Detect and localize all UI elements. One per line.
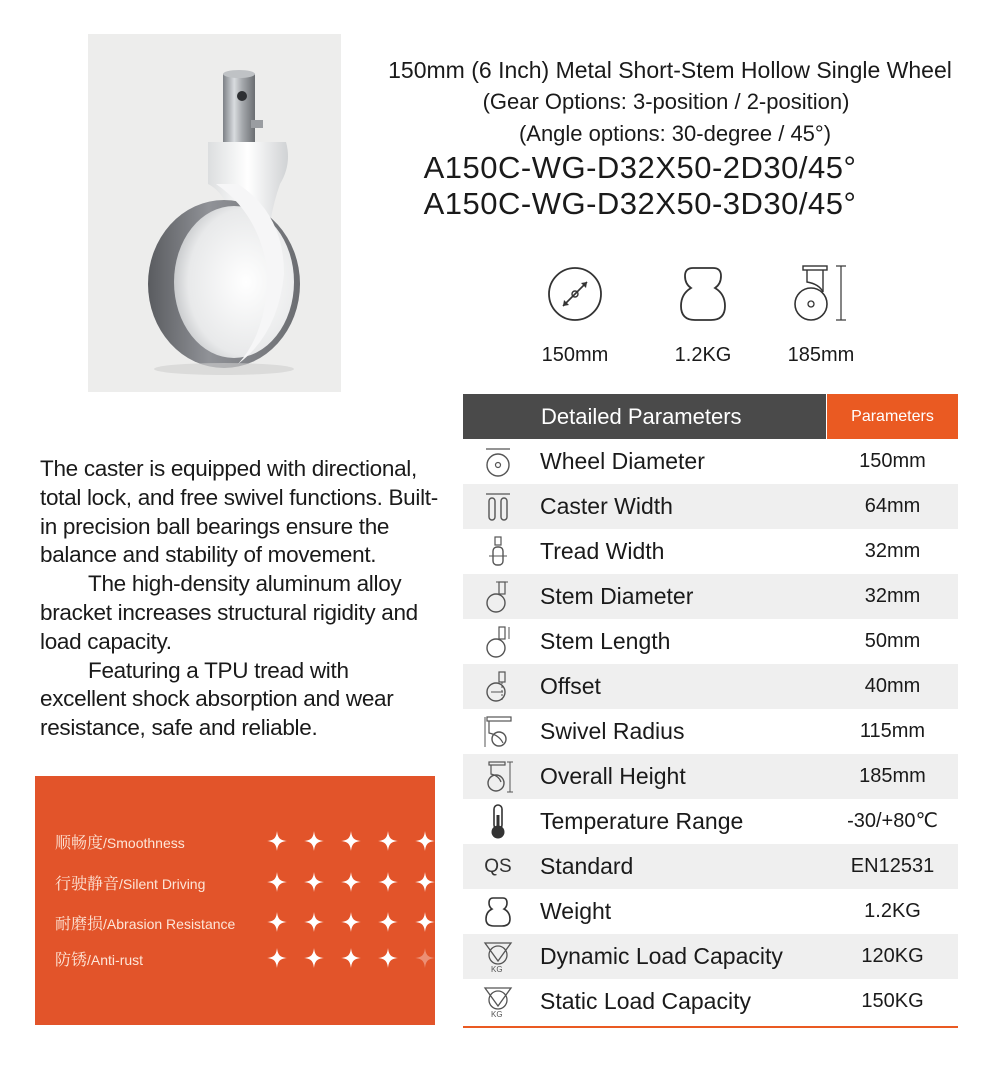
model-number-2: A150C-WG-D32X50-3D30/45°: [423, 186, 857, 221]
rating-row-abrasion-resistance: [55, 910, 425, 934]
table-row: [463, 979, 958, 1024]
star-filled-icon: [258, 829, 295, 853]
overall-height-icon: [789, 262, 853, 326]
table-row: [463, 529, 958, 574]
table-row: [463, 934, 958, 979]
row-label: Stem Diameter: [540, 583, 694, 609]
table-row: [463, 799, 958, 844]
row-value: -30/+80℃: [847, 810, 938, 832]
star-filled-icon: [369, 829, 406, 853]
star-filled-icon: [332, 946, 369, 970]
rating-label-en: /Silent Driving: [119, 875, 206, 892]
rating-label-en: /Smoothness: [103, 834, 185, 851]
row-value: 32mm: [864, 540, 921, 562]
row-value: 40mm: [864, 675, 921, 697]
star-filled-icon: [258, 910, 295, 934]
row-value: 64mm: [864, 495, 921, 517]
star-filled-icon: [332, 829, 369, 853]
kg-label: KG: [491, 1010, 503, 1019]
qs-label: QS: [484, 855, 512, 877]
rating-label: [55, 947, 143, 970]
rating-stars: [258, 829, 443, 853]
table-bottom-rule: [463, 1026, 958, 1028]
spec-value-weight: 1.2KG: [674, 344, 732, 366]
kg-label: KG: [491, 965, 503, 974]
overall-height-icon: [463, 754, 533, 799]
key-specs: [520, 262, 880, 372]
row-value: EN12531: [850, 855, 935, 877]
offset-icon: [463, 664, 533, 709]
row-label: Swivel Radius: [540, 718, 685, 744]
rating-label-en: /Anti-rust: [87, 951, 144, 968]
table-header-parameters: Parameters: [827, 394, 958, 439]
table-row: [463, 619, 958, 664]
spec-value-overall-height: 185mm: [787, 344, 855, 366]
weight-icon: [673, 262, 733, 326]
caster-width-icon: [463, 484, 533, 529]
rating-label-cn: 行驶静音: [55, 875, 120, 893]
table-row: [463, 574, 958, 619]
rating-label: [55, 830, 185, 853]
star-filled-icon: [406, 870, 443, 894]
table-row: [463, 484, 958, 529]
row-value: 115mm: [859, 720, 926, 742]
star-filled-icon: [295, 870, 332, 894]
rating-label-cn: 耐磨损: [55, 915, 104, 933]
table-header: [463, 394, 958, 439]
wheel-diameter-icon: [463, 439, 533, 484]
description-paragraph-1: The caster is equipped with directional, total lock, and free swivel functions. Built-in precision ball bearings ensure the balance and stability of movement.: [40, 456, 438, 568]
static-load-icon: [463, 979, 533, 1024]
row-value: 50mm: [864, 630, 921, 652]
spec-wheel-diameter: [520, 262, 630, 367]
star-filled-icon: [369, 946, 406, 970]
description-paragraph-3: Featuring a TPU tread with excellent shock absorption and wear resistance, safe and reliable.: [40, 657, 394, 741]
table-row: [463, 844, 958, 889]
table-row: [463, 754, 958, 799]
tread-width-icon: [463, 529, 533, 574]
model-number-1: A150C-WG-D32X50-2D30/45°: [423, 150, 857, 185]
star-filled-icon: [406, 910, 443, 934]
row-label: Stem Length: [540, 628, 671, 654]
table-row: [463, 889, 958, 934]
parameters-table: [463, 394, 958, 1028]
thermometer-icon: [463, 799, 533, 844]
star-filled-icon: [369, 870, 406, 894]
row-value: 1.2KG: [864, 900, 921, 922]
row-label: Offset: [540, 673, 601, 699]
row-value: 120KG: [861, 945, 924, 967]
rating-label: [55, 911, 235, 934]
row-value: 185mm: [859, 765, 926, 787]
performance-rating-panel: [35, 776, 435, 1025]
spec-overall-height: [766, 262, 876, 367]
product-title: [360, 54, 980, 222]
star-filled-icon: [406, 829, 443, 853]
star-filled-icon: [258, 946, 295, 970]
swivel-radius-icon: [463, 709, 533, 754]
table-body: [463, 439, 958, 1024]
spec-value-wheel-diameter: 150mm: [541, 344, 609, 366]
rating-label-cn: 防锈: [55, 951, 88, 969]
table-row: [463, 709, 958, 754]
star-filled-icon: [332, 870, 369, 894]
rating-label: [55, 871, 205, 894]
star-filled-icon: [332, 910, 369, 934]
row-label: Tread Width: [540, 538, 665, 564]
rating-stars: [258, 910, 443, 934]
stem-length-icon: [463, 619, 533, 664]
stem-diameter-icon: [463, 574, 533, 619]
row-value: 150KG: [861, 990, 924, 1012]
row-label: Temperature Range: [540, 808, 744, 834]
rating-label-cn: 顺畅度: [55, 834, 104, 852]
row-value: 32mm: [864, 585, 921, 607]
rating-stars: [258, 946, 443, 970]
row-label: Caster Width: [540, 493, 673, 519]
title-line-3: (Angle options: 30-degree / 45°): [518, 121, 832, 146]
wheel-diameter-icon: [545, 262, 605, 326]
rating-stars: [258, 870, 443, 894]
row-label: Dynamic Load Capacity: [540, 943, 783, 969]
table-row: [463, 439, 958, 484]
star-filled-icon: [258, 870, 295, 894]
star-filled-icon: [295, 910, 332, 934]
row-label: Weight: [540, 898, 612, 924]
title-line-2: (Gear Options: 3-position / 2-position): [482, 89, 850, 114]
row-label: Overall Height: [540, 763, 686, 789]
description-paragraph-2: The high-density aluminum alloy bracket increases structural rigidity and load capacity.: [40, 571, 418, 654]
row-value: 150mm: [859, 450, 926, 472]
spec-weight: [648, 262, 758, 367]
rating-label-en: /Abrasion Resistance: [103, 915, 236, 932]
dynamic-load-icon: [463, 934, 533, 979]
row-label: Wheel Diameter: [540, 448, 705, 474]
rating-row-anti-rust: [55, 946, 425, 970]
rating-row-smoothness: [55, 829, 425, 853]
qs-icon: [463, 844, 533, 889]
table-row: [463, 664, 958, 709]
star-filled-icon: [295, 829, 332, 853]
star-filled-icon: [295, 946, 332, 970]
weight-icon: [463, 889, 533, 934]
product-description: [40, 455, 440, 743]
table-header-detailed-parameters: Detailed Parameters: [463, 394, 826, 439]
row-label: Static Load Capacity: [540, 988, 751, 1014]
star-filled-icon: [369, 910, 406, 934]
rating-row-silent-driving: [55, 870, 425, 894]
row-label: Standard: [540, 853, 634, 879]
title-line-1: 150mm (6 Inch) Metal Short-Stem Hollow Single Wheel: [388, 57, 952, 83]
star-empty-icon: [406, 946, 443, 970]
